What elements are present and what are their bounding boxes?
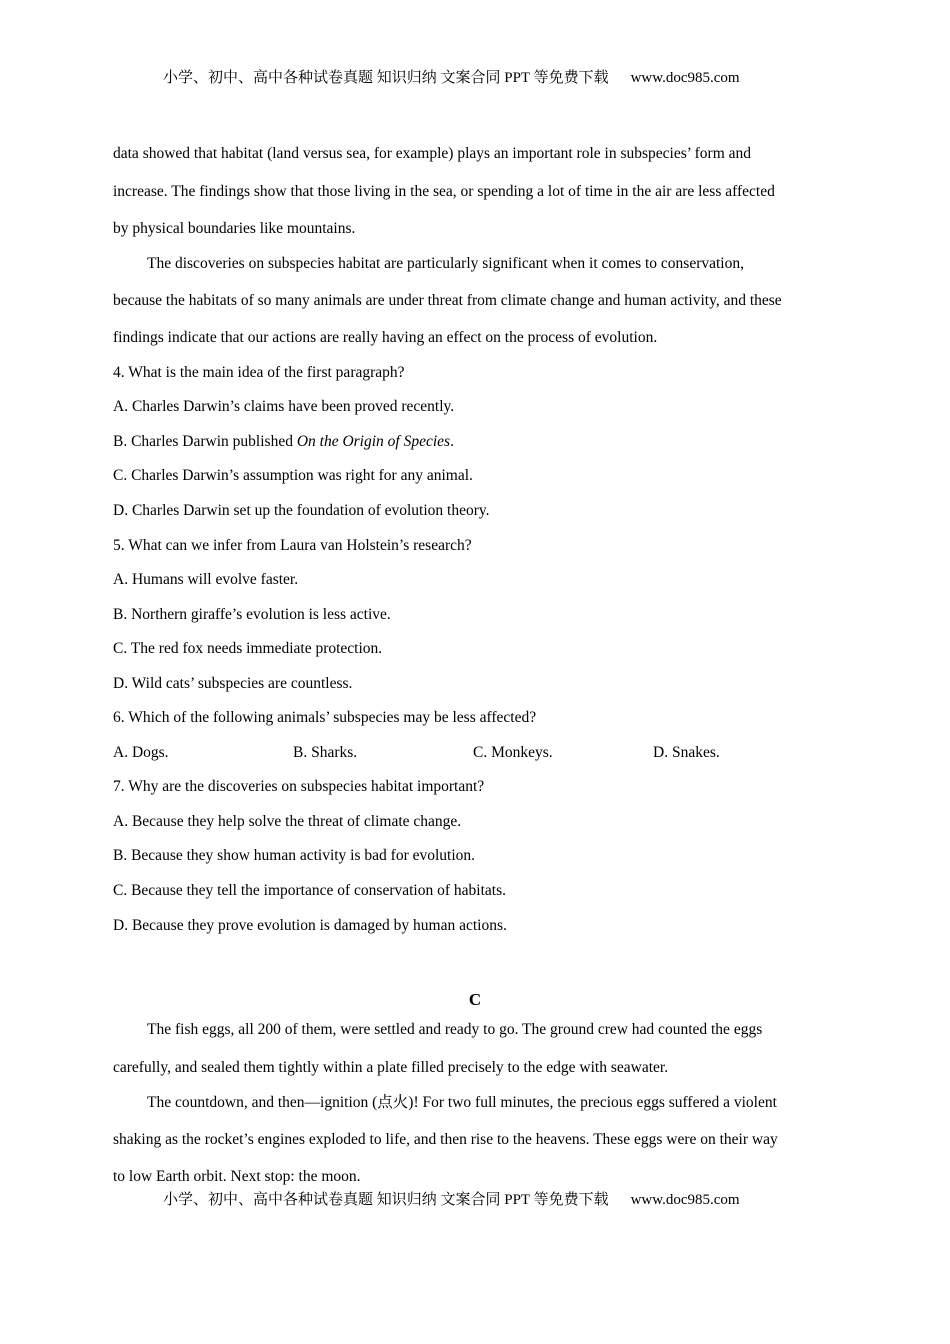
option-7c: C. Because they tell the importance of conservation of habitats. bbox=[113, 882, 506, 899]
option-7d: D. Because they prove evolution is damaged by human actions. bbox=[113, 917, 507, 934]
header-text: 小学、初中、高中各种试卷真题 知识归纳 文案合同 PPT 等免费下载 bbox=[163, 70, 609, 86]
question-5: 5. What can we infer from Laura van Holstein’s research? bbox=[113, 537, 472, 554]
option-text: B. Charles Darwin published bbox=[113, 433, 297, 450]
option-7b: B. Because they show human activity is bad for evolution. bbox=[113, 847, 476, 864]
question-7: 7. Why are the discoveries on subspecies habitat important? bbox=[113, 778, 485, 795]
option-7a: A. Because they help solve the threat of climate change. bbox=[113, 813, 462, 830]
body-line: by physical boundaries like mountains. bbox=[113, 220, 356, 237]
body-line: The fish eggs, all 200 of them, were settled and ready to go. The ground crew had counted the eggs bbox=[147, 1021, 763, 1038]
header-url: www.doc985.com bbox=[630, 70, 740, 86]
page-footer bbox=[163, 1190, 740, 1210]
body-line: because the habitats of so many animals are under threat from climate change and human activity, and these bbox=[113, 292, 782, 309]
page-header bbox=[163, 68, 740, 88]
footer-url: www.doc985.com bbox=[630, 1192, 740, 1208]
option-6d: D. Snakes. bbox=[653, 744, 720, 761]
option-4d: D. Charles Darwin set up the foundation of evolution theory. bbox=[113, 502, 490, 519]
body-line: findings indicate that our actions are really having an effect on the process of evolution. bbox=[113, 329, 658, 346]
option-4c: C. Charles Darwin’s assumption was right for any animal. bbox=[113, 467, 473, 484]
body-line: The countdown, and then—ignition (点火)! For two full minutes, the precious eggs suffered a violent bbox=[147, 1094, 777, 1111]
section-heading: C bbox=[468, 990, 482, 1009]
option-5a: A. Humans will evolve faster. bbox=[113, 571, 299, 588]
body-line: shaking as the rocket’s engines exploded to life, and then rise to the heavens. These eggs were on their way bbox=[113, 1131, 778, 1148]
body-line: The discoveries on subspecies habitat are particularly significant when it comes to conservation, bbox=[147, 255, 744, 272]
footer-text: 小学、初中、高中各种试卷真题 知识归纳 文案合同 PPT 等免费下载 bbox=[163, 1192, 609, 1208]
option-text: . bbox=[450, 433, 454, 450]
option-4b bbox=[113, 432, 454, 452]
option-6a: A. Dogs. bbox=[113, 744, 169, 761]
body-line: carefully, and sealed them tightly within a plate filled precisely to the edge with seawater. bbox=[113, 1059, 669, 1076]
body-line: increase. The findings show that those living in the sea, or spending a lot of time in the air are less affected bbox=[113, 183, 775, 200]
option-6c: C. Monkeys. bbox=[473, 744, 553, 761]
question-4: 4. What is the main idea of the first paragraph? bbox=[113, 364, 405, 381]
book-title: On the Origin of Species bbox=[296, 433, 451, 450]
option-5d: D. Wild cats’ subspecies are countless. bbox=[113, 675, 353, 692]
option-5c: C. The red fox needs immediate protection. bbox=[113, 640, 383, 657]
option-4a: A. Charles Darwin’s claims have been proved recently. bbox=[113, 398, 455, 415]
body-line: data showed that habitat (land versus sea, for example) plays an important role in subspecies’ form and bbox=[113, 145, 752, 162]
body-line: to low Earth orbit. Next stop: the moon. bbox=[113, 1168, 361, 1185]
question-6: 6. Which of the following animals’ subspecies may be less affected? bbox=[113, 709, 537, 726]
option-6b: B. Sharks. bbox=[293, 744, 358, 761]
option-5b: B. Northern giraffe’s evolution is less active. bbox=[113, 606, 391, 623]
